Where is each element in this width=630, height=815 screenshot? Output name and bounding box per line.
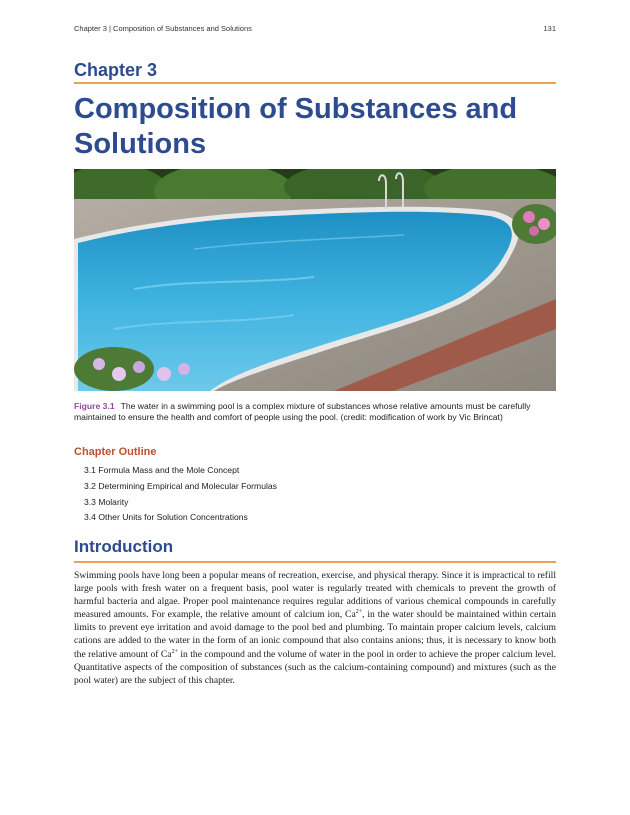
figure-caption <box>74 401 556 424</box>
chapter-label: Chapter 3 <box>74 60 158 80</box>
outline-item: 3.1 Formula Mass and the Mole Concept <box>84 465 240 475</box>
outline-item: 3.4 Other Units for Solution Concentrations <box>84 512 248 523</box>
ion-charge: 2+ <box>355 609 363 616</box>
chapter-title: Composition of Substances and Solutions <box>74 93 518 160</box>
ion-charge: 2+ <box>171 648 178 655</box>
running-header <box>74 24 556 33</box>
outline-list <box>84 465 277 528</box>
intro-text-part-1: Swimming pools have long been a popular means of recreation, exercise, and physical therapy. Since it is impractical to refill large pools with fresh water on a frequent basis, pool water is regularly treated with chemicals to prevent the growth of harmful bacteria and algae. Proper pool maintenance requires regular additions of various chemical compounds in carefully measured amounts. For example, the relative amount of calcium ion, Ca <box>74 570 556 621</box>
figure-number: Figure 3.1 <box>74 401 115 411</box>
introduction-paragraph <box>74 569 556 687</box>
intro-text-part-3: in the compound and the volume of water in the pool in order to achieve the proper calcium level. Quantitative aspects of the composition of substances (such as the calcium-containing compound) and mixtures (such as the pool water) are the subject of this chapter. <box>74 648 556 686</box>
outline-item: 3.3 Molarity <box>84 496 129 507</box>
chapter-divider <box>74 82 556 84</box>
figure-caption-text: The water in a swimming pool is a complex mixture of substances whose relative amounts must be carefully maintained to ensure the health and comfort of people using the pool. (credit: modification of work by Vic Brincat) <box>74 401 531 423</box>
page-number: 131 <box>543 24 556 33</box>
introduction-divider <box>74 561 556 563</box>
outline-item: 3.2 Determining Empirical and Molecular Formulas <box>84 480 277 491</box>
outline-heading: Chapter Outline <box>74 446 157 458</box>
running-title: Chapter 3 | Composition of Substances and Solutions <box>74 24 252 33</box>
pool-photo <box>74 169 556 391</box>
intro-text-part-2: , in the water should be maintained within certain limits to prevent eye irritation and avoid damage to the pool bed and plumbing. To maintain proper calcium levels, calcium cations are added to the water in the form of an ionic compound that also contains anions; thus, it is necessary to know both the relative amount of Ca <box>74 609 556 660</box>
introduction-heading: Introduction <box>74 537 174 556</box>
